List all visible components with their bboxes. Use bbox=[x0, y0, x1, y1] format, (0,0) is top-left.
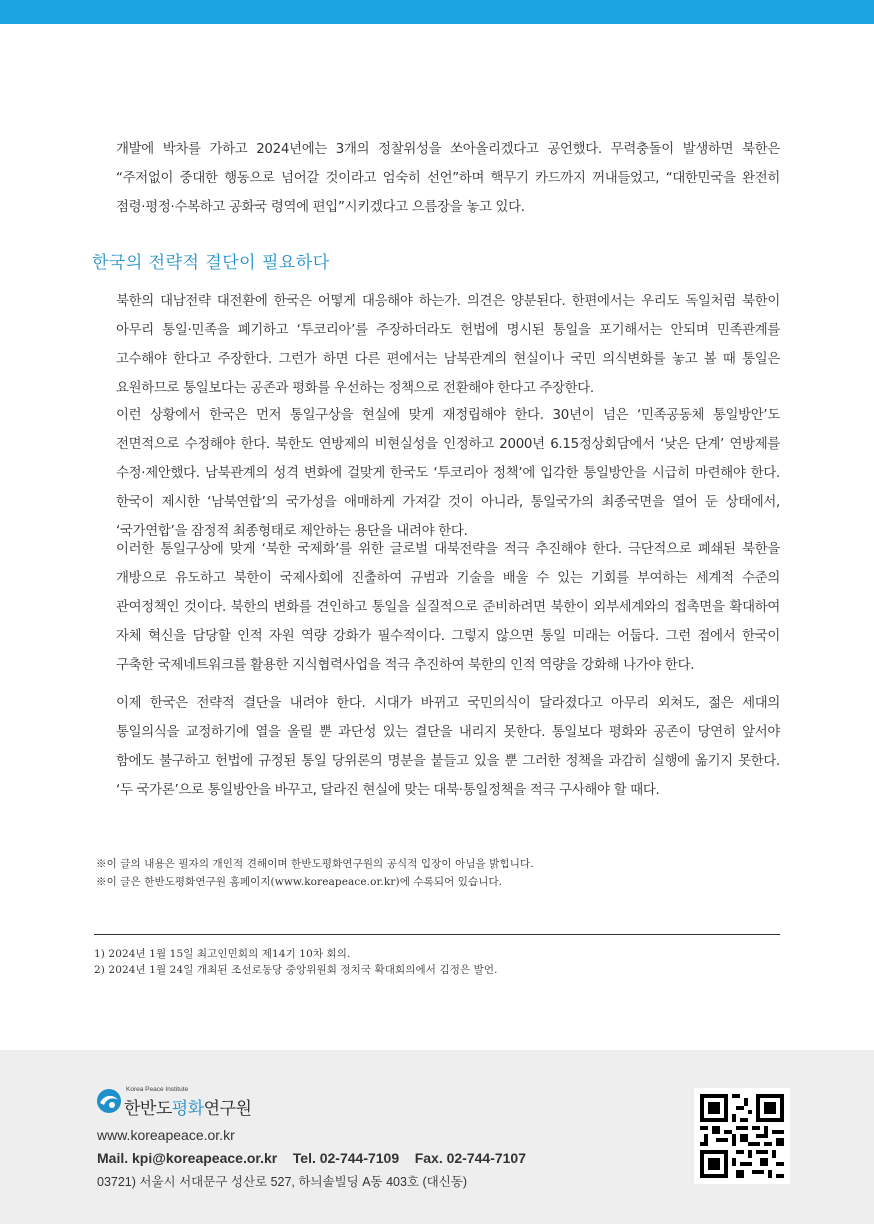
postal-address: 03721) 서울시 서대문구 성산로 527, 하늬솔빌딩 A동 403호 (대신동) bbox=[97, 1175, 468, 1189]
fax-label: Fax. bbox=[414, 1150, 443, 1166]
tel-number: 02-744-7109 bbox=[319, 1150, 400, 1166]
swirl-logo-icon bbox=[96, 1088, 122, 1114]
tel-label: Tel. bbox=[292, 1150, 316, 1166]
institute-logo bbox=[96, 1086, 296, 1122]
mail-label: Mail. bbox=[97, 1150, 129, 1166]
section-heading: 한국의 전략적 결단이 필요하다 bbox=[92, 253, 330, 273]
intro-paragraph: 개발에 박차를 가하고 2024년에는 3개의 정찰위성을 쏘아올리겠다고 공언했다. 무력충돌이 발생하면 북한은 “주저없이 중대한 행동으로 넘어갈 것이라고 엄숙히 선언”하며 핵무기 카드까지 꺼내들었고, “대한민국을 완전히 점령·평정·수복하고 공화국 령역에 편입”시키겠다고 으름장을 놓고 있다. bbox=[116, 142, 780, 215]
disclaimer-note: ※이 글의 내용은 필자의 개인적 견해이며 한반도평화연구원의 공식적 입장이 아님을 밝힙니다. bbox=[96, 858, 534, 870]
body-paragraph: 이런 상황에서 한국은 먼저 통일구상을 현실에 맞게 재정립해야 한다. 30년이 넘은 ‘민족공동체 통일방안’도 전면적으로 수정해야 한다. 북한도 연방제의 비현실성을 인정하고 2000년 6.15정상회담에서 ‘낮은 단계’ 연방제를 수정·제안했다. 남북관계의 성격 변화에 걸맞게 한국도 ‘투코리아 정책’에 입각한 통일방안을 시급히 마련해야 한다. 한국이 제시한 ‘남북연합’의 국가성을 애매하게 가져갈 것이 아니라, 통일국가의 최종국면을 열어 둔 상태에서, ‘국가연합’을 잠정적 최종형태로 제안하는 용단을 내려야 한다. bbox=[116, 408, 780, 539]
source-note: ※이 글은 한반도평화연구원 홈페이지(www.koreapeace.or.kr)에 수록되어 있습니다. bbox=[96, 876, 503, 888]
website-link[interactable]: www.koreapeace.or.kr bbox=[97, 1127, 235, 1143]
body-paragraph: 북한의 대남전략 대전환에 한국은 어떻게 대응해야 하는가. 의견은 양분된다. 한편에서는 우리도 독일처럼 북한이 아무리 통일·민족을 폐기하고 ‘투코리아’를 주장하더라도 헌법에 명시된 통일을 포기해서는 안되며 민족관계를 고수해야 한다고 주장한다. 그런가 하면 다른 편에서는 남북관계의 현실이나 국민 의식변화를 놓고 볼 때 통일은 요원하므로 통일보다는 공존과 평화를 우선하는 정책으로 전환해야 한다고 주장한다. bbox=[116, 294, 780, 396]
qr-code-icon[interactable] bbox=[694, 1088, 790, 1184]
logo-english-name: Korea Peace Institute bbox=[126, 1086, 189, 1093]
logo-korean-name: 한반도평화연구원 bbox=[124, 1099, 252, 1119]
mail-address[interactable]: kpi@koreapeace.or.kr bbox=[132, 1150, 278, 1166]
body-paragraph: 이제 한국은 전략적 결단을 내려야 한다. 시대가 바뀌고 국민의식이 달라졌다고 아무리 외쳐도, 젊은 세대의 통일의식을 교정하기에 열을 올릴 뿐 과단성 있는 결단을 내리지 못한다. 통일보다 평화와 공존이 당연히 앞서야 함에도 불구하고 헌법에 규정된 통일 당위론의 명분을 붙들고 있을 뿐 그러한 정책을 과감히 실행에 옮기지 못한다. ‘두 국가론’으로 통일방안을 바꾸고, 달라진 현실에 맞는 대북·통일정책을 적극 구사해야 할 때다. bbox=[116, 696, 780, 798]
top-accent-bar bbox=[0, 0, 874, 24]
footnote-divider bbox=[94, 934, 780, 935]
body-paragraph: 이러한 통일구상에 맞게 ‘북한 국제화’를 위한 글로벌 대북전략을 적극 추진해야 한다. 극단적으로 폐쇄된 북한을 개방으로 유도하고 북한이 국제사회에 진출하여 규범과 기술을 배울 수 있는 기회를 부여하는 세계적 수준의 관여정책인 것이다. 북한의 변화를 견인하고 통일을 실질적으로 준비하려면 북한이 외부세계와의 접촉면을 확대하여 자체 혁신을 담당할 인적 자원 역량 강화가 필수적이다. 그렇지 않으면 통일 미래는 어둡다. 그런 점에서 한국이 구축한 국제네트워크를 활용한 지식협력사업을 적극 추진하여 북한의 인적 역량을 강화해 나가야 한다. bbox=[116, 542, 780, 673]
fax-number: 02-744-7107 bbox=[446, 1150, 527, 1166]
footnote: 2) 2024년 1월 24일 개최된 조선로동당 중앙위원회 정치국 확대회의에서 김정은 발언. bbox=[94, 964, 498, 976]
contact-line bbox=[97, 1150, 526, 1166]
footnote: 1) 2024년 1월 15일 최고인민회의 제14기 10차 회의. bbox=[94, 948, 351, 960]
